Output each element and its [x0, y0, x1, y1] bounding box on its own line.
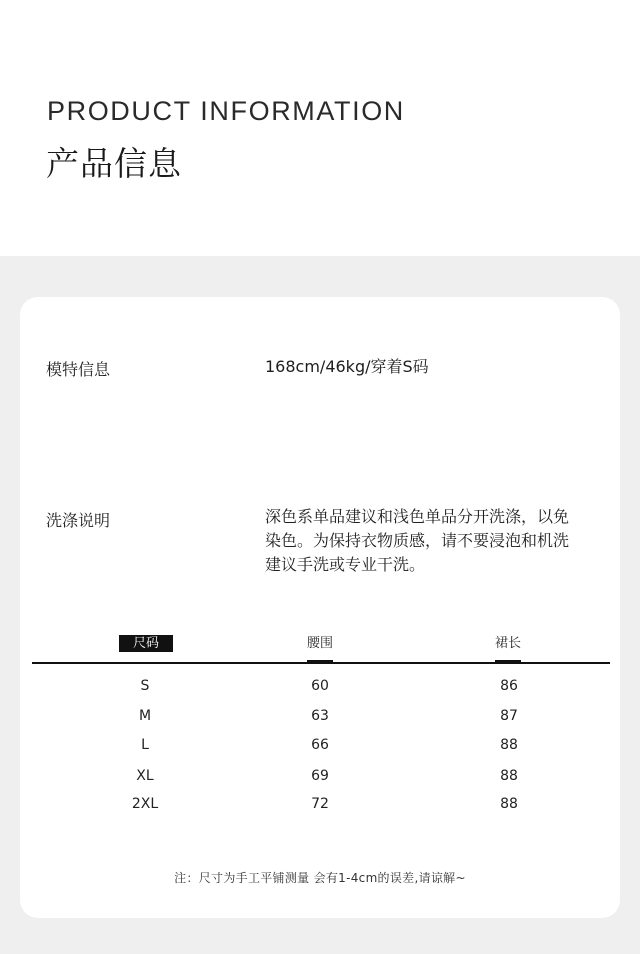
- size-cell: L: [141, 737, 149, 753]
- model-info-label: 模特信息: [46, 360, 111, 379]
- waist-cell: 66: [311, 737, 329, 753]
- waist-cell: 60: [311, 678, 329, 694]
- table-row: [32, 768, 610, 788]
- size-cell: 2XL: [131, 796, 159, 812]
- length-column-header: 裙长: [494, 636, 521, 651]
- length-cell: 87: [500, 708, 518, 724]
- wash-instructions-line: 建议手洗或专业干洗。: [265, 555, 426, 574]
- product-info-card: [20, 297, 620, 918]
- wash-instructions-text: [265, 505, 610, 577]
- length-cell: 88: [500, 768, 518, 784]
- size-cell: M: [138, 708, 152, 724]
- model-info-value: 168cm/46kg/穿着S码: [265, 357, 429, 376]
- page-header: [0, 0, 640, 256]
- table-header-rule: [32, 662, 610, 664]
- size-cell: S: [140, 678, 150, 694]
- page-title-chinese: 产品信息: [46, 144, 182, 183]
- length-cell: 86: [500, 678, 518, 694]
- measurement-note: 注：尺寸为手工平铺测量 会有1-4cm的误差,请谅解~: [174, 871, 466, 885]
- table-row: [32, 796, 610, 816]
- size-cell: XL: [136, 768, 154, 784]
- waist-column-header: 腰围: [306, 636, 333, 651]
- table-row: [32, 678, 610, 698]
- waist-cell: 72: [311, 796, 329, 812]
- waist-cell: 69: [311, 768, 329, 784]
- size-column-header: 尺码: [119, 635, 173, 652]
- waist-cell: 63: [311, 708, 329, 724]
- wash-instructions-line: 深色系单品建议和浅色单品分开洗涤，以免: [265, 507, 570, 526]
- wash-instructions-line: 染色。为保持衣物质感，请不要浸泡和机洗: [265, 531, 570, 550]
- length-cell: 88: [500, 796, 518, 812]
- length-cell: 88: [500, 737, 518, 753]
- page-title-english: PRODUCT INFORMATION: [47, 96, 405, 126]
- wash-instructions-label: 洗涤说明: [46, 511, 111, 530]
- table-row: [32, 737, 610, 757]
- table-row: [32, 708, 610, 728]
